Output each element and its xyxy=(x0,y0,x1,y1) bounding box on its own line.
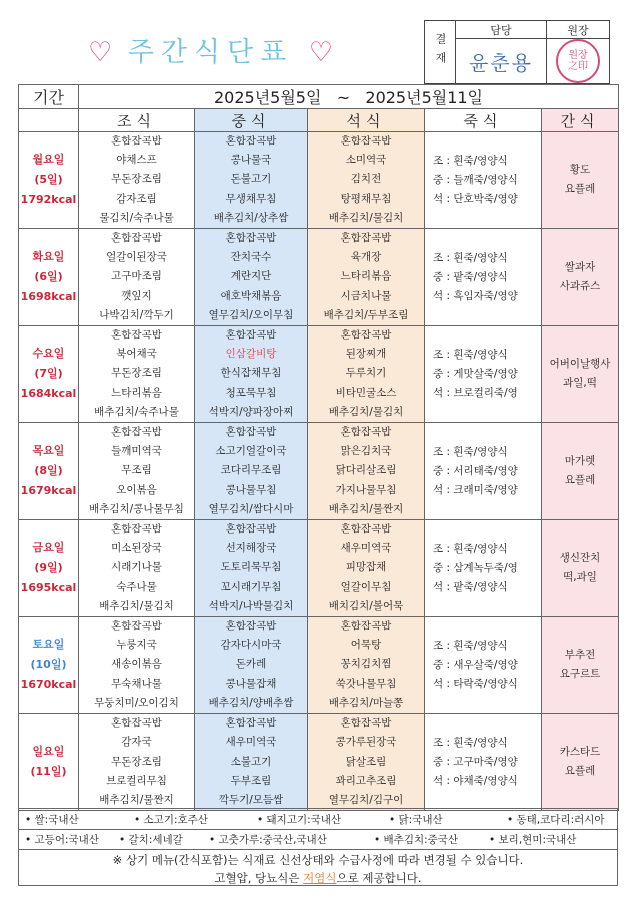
breakfast-item: 북어채국 xyxy=(116,348,157,361)
day-cell xyxy=(19,229,79,326)
approval-col-staff: 담당 xyxy=(456,21,547,39)
porridge-item: 석 : 크래미죽/영양 xyxy=(433,483,518,496)
lunch-item: 무생채무침 xyxy=(225,192,277,205)
approval-side-label: 결재 xyxy=(425,21,456,84)
lunch-item: 열무김치/오이무침 xyxy=(208,308,294,321)
lunch-item: 청포묵무침 xyxy=(225,386,277,399)
day-kcal: 1670kcal xyxy=(20,678,77,692)
origin-item: • 닭:국내산 xyxy=(389,814,443,826)
day-kcal: 1695kcal xyxy=(20,581,77,595)
lunch-cell xyxy=(195,132,308,229)
lunch-cell xyxy=(195,423,308,520)
lunch-item: 혼합잡곡밥 xyxy=(225,717,277,730)
breakfast-cell xyxy=(79,132,195,229)
lunch-cell xyxy=(195,229,308,326)
breakfast-item: 배추김치/콩나물무침 xyxy=(89,502,184,515)
porridge-item: 조 : 흰죽/영양식 xyxy=(433,251,508,264)
breakfast-item: 혼합잡곡밥 xyxy=(111,232,162,245)
lunch-item: 석박지/양파장아찌 xyxy=(208,405,294,418)
lunch-item: 혼합잡곡밥 xyxy=(225,620,277,633)
dinner-cell xyxy=(308,229,425,326)
day-row xyxy=(19,229,619,326)
origin-item: • 소고기:호주산 xyxy=(134,814,208,826)
origin-item: • 갈치:세네갈 xyxy=(119,834,183,846)
day-date: (10일) xyxy=(30,658,67,672)
dinner-cell xyxy=(308,326,425,423)
lunch-item: 애호박채볶음 xyxy=(220,289,282,302)
porridge-item: 석 : 단호박죽/영양 xyxy=(433,192,518,205)
porridge-item: 조 : 흰죽/영양식 xyxy=(433,445,508,458)
lunch-item: 콩나물국 xyxy=(230,154,272,167)
breakfast-item: 배추김치/물짠지 xyxy=(99,793,174,806)
dinner-item: 혼합잡곡밥 xyxy=(340,426,392,439)
breakfast-item: 얼갈이된장국 xyxy=(106,251,167,264)
breakfast-item: 무둥치미/오이김치 xyxy=(94,696,179,709)
dinner-item: 된장찌개 xyxy=(345,348,387,361)
lunch-item: 콩나물잡채 xyxy=(225,677,277,690)
breakfast-item: 새송이볶음 xyxy=(111,658,162,671)
day-name: 토요일 xyxy=(32,638,65,652)
day-name: 화요일 xyxy=(32,250,65,264)
dinner-cell xyxy=(308,714,425,811)
lunch-item: 코다리무조림 xyxy=(220,464,282,477)
lunch-item: 석박지/나박물김치 xyxy=(208,599,294,612)
lunch-item: 혼합잡곡밥 xyxy=(225,232,277,245)
day-kcal: 1698kcal xyxy=(20,290,77,304)
breakfast-item: 숙주나물 xyxy=(116,580,157,593)
snack-cell xyxy=(542,617,619,714)
day-row xyxy=(19,714,619,811)
breakfast-item: 혼합잡곡밥 xyxy=(111,717,162,730)
porridge-item: 조 : 흰죽/영양식 xyxy=(433,348,508,361)
porridge-item: 석 : 팥죽/영양식 xyxy=(433,580,508,593)
breakfast-item: 혼합잡곡밥 xyxy=(111,620,162,633)
lunch-item: 혼합잡곡밥 xyxy=(225,135,277,147)
porridge-cell xyxy=(425,520,542,617)
dinner-item: 시금치나물 xyxy=(340,289,392,302)
porridge-item: 중 : 서리태죽/영양 xyxy=(433,464,518,477)
porridge-item: 조 : 흰죽/영양식 xyxy=(433,154,508,167)
header-breakfast: 조식 xyxy=(79,109,195,132)
porridge-item: 석 : 흑임자죽/영양 xyxy=(433,289,518,302)
porridge-item: 중 : 들깨죽/영양식 xyxy=(433,173,518,186)
dinner-item: 두루치기 xyxy=(345,367,387,380)
porridge-item: 석 : 타락죽/영양식 xyxy=(433,677,518,690)
dinner-item: 새우미역국 xyxy=(340,542,392,555)
page-title xyxy=(88,30,333,69)
notice-change: ※ 상기 메뉴(간식포함)는 식재료 신선상태와 수급사정에 따라 변경될 수 있습니다. xyxy=(112,853,524,867)
day-name: 목요일 xyxy=(32,444,65,458)
snack-cell xyxy=(542,326,619,423)
lunch-cell xyxy=(195,326,308,423)
heart-icon: ♡ xyxy=(88,37,113,68)
dinner-item: 꽁치김치찜 xyxy=(340,658,392,671)
lunch-item: 소불고기 xyxy=(230,755,272,768)
day-kcal: 1684kcal xyxy=(20,387,77,401)
breakfast-item: 느타리볶음 xyxy=(111,386,162,399)
day-row xyxy=(19,423,619,520)
dinner-item: 배치김치/볼어묵 xyxy=(328,599,404,612)
dinner-item: 소미역국 xyxy=(345,154,387,167)
breakfast-cell xyxy=(79,229,195,326)
day-date: (8일) xyxy=(34,464,63,478)
lunch-item: 계란지단 xyxy=(230,270,272,283)
breakfast-item: 시래기나물 xyxy=(111,561,162,574)
dinner-item: 꽈리고추조림 xyxy=(335,774,397,787)
breakfast-item: 미소된장국 xyxy=(111,542,162,555)
lunch-cell xyxy=(195,520,308,617)
dinner-item: 맑은김치국 xyxy=(340,445,392,458)
dinner-cell xyxy=(308,617,425,714)
breakfast-cell xyxy=(79,326,195,423)
day-cell xyxy=(19,714,79,811)
dinner-item: 혼합잡곡밥 xyxy=(340,620,392,633)
dinner-item: 배추김치/물김치 xyxy=(328,405,404,418)
day-date: (7일) xyxy=(34,367,63,381)
lunch-item: 배추김치/상추쌈 xyxy=(213,211,289,224)
day-date: (9일) xyxy=(34,561,63,575)
dinner-item: 배추김치/물짠지 xyxy=(328,502,404,515)
porridge-item: 석 : 브로컬리죽/영 xyxy=(433,386,518,399)
snack-cell xyxy=(542,132,619,229)
day-cell xyxy=(19,617,79,714)
snack-item: 요플레 xyxy=(564,474,596,487)
breakfast-item: 배추김치/물김치 xyxy=(99,599,174,612)
dinner-item: 가지나물무침 xyxy=(335,483,397,496)
lunch-item: 소고기얼갈이국 xyxy=(215,445,287,458)
dinner-cell xyxy=(308,520,425,617)
lunch-item: 돈카레 xyxy=(235,658,267,671)
day-row xyxy=(19,617,619,714)
porridge-cell xyxy=(425,132,542,229)
approval-col-director: 원장 xyxy=(546,21,609,39)
lunch-item: 감자다시마국 xyxy=(220,639,282,652)
breakfast-item: 감자조림 xyxy=(116,192,157,205)
day-date: (11일) xyxy=(30,765,67,779)
day-cell xyxy=(19,132,79,229)
day-date: (5일) xyxy=(34,173,63,186)
header-dinner: 석식 xyxy=(308,109,425,132)
origin-item: • 돼지고기:국내산 xyxy=(257,814,342,826)
breakfast-item: 혼합잡곡밥 xyxy=(111,329,162,342)
approval-box xyxy=(424,20,610,84)
header-lunch: 중식 xyxy=(195,109,308,132)
dinner-item: 김치전 xyxy=(350,173,382,186)
porridge-cell xyxy=(425,423,542,520)
dinner-item: 혼합잡곡밥 xyxy=(340,523,392,536)
snack-item: 황도 xyxy=(569,163,591,176)
breakfast-cell xyxy=(79,520,195,617)
dinner-item: 열무김치/김구이 xyxy=(328,793,404,806)
day-kcal: 1679kcal xyxy=(20,484,77,498)
breakfast-item: 감자국 xyxy=(121,736,152,749)
lunch-item: 혼합잡곡밥 xyxy=(225,523,277,536)
snack-item: 떡,과일 xyxy=(563,571,597,584)
snack-item: 요플레 xyxy=(564,765,596,778)
director-seal: 원장 之印 xyxy=(556,39,600,83)
lunch-item: 잔치국수 xyxy=(230,251,272,264)
lunch-item: 혼합잡곡밥 xyxy=(225,329,277,342)
snack-cell xyxy=(542,423,619,520)
snack-item: 부추전 xyxy=(564,648,596,661)
lunch-item: 인삼갈비탕 xyxy=(225,348,277,361)
menu-table xyxy=(18,84,619,811)
dinner-cell xyxy=(308,423,425,520)
lunch-cell xyxy=(195,617,308,714)
day-name: 수요일 xyxy=(32,347,65,361)
origin-item: • 고춧가루:중국산,국내산 xyxy=(209,834,327,846)
day-name: 월요일 xyxy=(32,153,65,166)
origin-item: • 배추김치:중국산 xyxy=(374,834,459,846)
snack-item: 쌀과자 xyxy=(564,260,596,273)
dinner-item: 육개장 xyxy=(350,251,382,264)
snack-item: 어버이날행사 xyxy=(549,357,611,370)
lunch-item: 한식잡채무침 xyxy=(220,367,282,380)
snack-item: 요구르트 xyxy=(559,668,601,681)
snack-cell xyxy=(542,229,619,326)
period-label: 기간 xyxy=(19,85,79,109)
origin-item: • 동태,코다리:러시아 xyxy=(507,814,605,826)
notice-diet: 고혈압, 당뇨식은 저염식으로 제공합니다. xyxy=(214,871,422,885)
dinner-cell xyxy=(308,132,425,229)
title-text: 주간식단표 xyxy=(127,37,294,68)
breakfast-cell xyxy=(79,714,195,811)
staff-signature: 윤춘용 xyxy=(469,50,533,75)
day-row xyxy=(19,132,619,229)
breakfast-item: 배추김치/숙주나물 xyxy=(94,405,179,418)
breakfast-item: 들깨미역국 xyxy=(111,445,162,458)
day-row xyxy=(19,520,619,617)
porridge-item: 석 : 야채죽/영양식 xyxy=(433,774,518,787)
lunch-item: 배추김치/양배추쌈 xyxy=(208,696,294,709)
day-name: 금요일 xyxy=(32,541,65,555)
snack-item: 과일,떡 xyxy=(563,377,597,390)
porridge-item: 조 : 흰죽/영양식 xyxy=(433,736,508,749)
dinner-item: 콩가루된장국 xyxy=(335,736,397,749)
porridge-cell xyxy=(425,714,542,811)
porridge-item: 중 : 팥죽/영양식 xyxy=(433,270,508,283)
day-date: (6일) xyxy=(34,270,63,284)
snack-item: 요플레 xyxy=(564,183,596,195)
dinner-item: 배추김치/마늘쫑 xyxy=(328,696,404,709)
dinner-item: 혼합잡곡밥 xyxy=(340,232,392,245)
porridge-item: 중 : 새우살죽/영양 xyxy=(433,658,518,671)
day-row xyxy=(19,326,619,423)
dinner-item: 혼합잡곡밥 xyxy=(340,717,392,730)
dinner-item: 닭살조림 xyxy=(345,755,387,768)
breakfast-cell xyxy=(79,423,195,520)
dinner-item: 쑥갓나물무침 xyxy=(335,677,397,690)
porridge-cell xyxy=(425,229,542,326)
snack-item: 마가렛 xyxy=(564,454,596,467)
breakfast-item: 야채스프 xyxy=(116,154,157,167)
breakfast-item: 오이볶음 xyxy=(116,483,157,496)
dinner-item: 피망잡채 xyxy=(345,561,387,574)
snack-cell xyxy=(542,714,619,811)
breakfast-item: 나박김치/깍두기 xyxy=(99,308,174,321)
day-cell xyxy=(19,423,79,520)
origin-item: • 쌀:국내산 xyxy=(25,814,79,826)
origin-item: • 보리,현미:국내산 xyxy=(489,834,577,846)
breakfast-item: 무조림 xyxy=(121,464,152,477)
breakfast-item: 물김치/숙주나물 xyxy=(99,211,174,224)
lunch-item: 선지해장국 xyxy=(225,542,277,555)
dinner-item: 비타민굴소스 xyxy=(335,386,397,399)
breakfast-item: 혼합잡곡밥 xyxy=(111,426,162,439)
breakfast-item: 무돈장조림 xyxy=(111,367,162,380)
dinner-item: 얼갈이무침 xyxy=(340,580,392,593)
lunch-item: 꼬시래기무침 xyxy=(220,580,282,593)
breakfast-item: 누룽지국 xyxy=(116,639,157,652)
snack-item: 생신잔치 xyxy=(559,551,601,564)
lunch-item: 두부조림 xyxy=(230,774,272,787)
breakfast-item: 깻잎지 xyxy=(121,289,152,302)
porridge-cell xyxy=(425,326,542,423)
lunch-item: 깍두기/모듬쌈 xyxy=(218,793,284,806)
header-snack: 간식 xyxy=(542,109,619,132)
dinner-item: 배추김치/두부조림 xyxy=(323,308,409,321)
lunch-item: 혼합잡곡밥 xyxy=(225,426,277,439)
footer-box xyxy=(18,808,618,886)
porridge-cell xyxy=(425,617,542,714)
day-name: 일요일 xyxy=(32,745,65,759)
dinner-item: 배추김치/물김치 xyxy=(328,211,404,224)
dinner-item: 닭다리살조림 xyxy=(335,464,397,477)
lunch-item: 콩나물무침 xyxy=(225,483,277,496)
dinner-item: 탕평채무침 xyxy=(340,192,392,205)
breakfast-item: 혼합잡곡밥 xyxy=(111,135,162,147)
porridge-item: 조 : 흰죽/영양식 xyxy=(433,639,508,652)
dinner-item: 느타리볶음 xyxy=(340,270,392,283)
porridge-item: 중 : 게맛살죽/영양 xyxy=(433,367,518,380)
heart-icon: ♡ xyxy=(308,37,334,68)
lunch-item: 도토리묵무침 xyxy=(220,561,282,574)
dinner-item: 혼합잡곡밥 xyxy=(340,329,392,342)
dinner-item: 혼합잡곡밥 xyxy=(340,135,392,147)
snack-cell xyxy=(542,520,619,617)
day-cell xyxy=(19,520,79,617)
breakfast-cell xyxy=(79,617,195,714)
snack-item: 카스타드 xyxy=(559,745,601,758)
dinner-item: 어묵탕 xyxy=(350,639,382,652)
porridge-item: 중 : 삼계녹두죽/영 xyxy=(433,561,518,574)
breakfast-item: 고구마조림 xyxy=(111,270,162,283)
breakfast-item: 무돈장조림 xyxy=(111,173,162,186)
lunch-item: 돈불고기 xyxy=(230,173,272,186)
breakfast-item: 혼합잡곡밥 xyxy=(111,523,162,536)
breakfast-item: 무돈장조림 xyxy=(111,755,162,768)
lunch-item: 열무김치/쌈다시마 xyxy=(208,502,294,515)
day-cell xyxy=(19,326,79,423)
porridge-item: 중 : 고구마죽/영양 xyxy=(433,755,518,768)
period-range: 2025년5월5일 ~ 2025년5월11일 xyxy=(79,85,619,109)
header-porridge: 죽식 xyxy=(425,109,542,132)
day-kcal: 1792kcal xyxy=(20,193,77,206)
lunch-item: 새우미역국 xyxy=(225,736,277,749)
low-salt-highlight: 저염식 xyxy=(303,871,337,885)
origin-item: • 고등어:국내산 xyxy=(25,834,99,846)
snack-item: 사과쥬스 xyxy=(559,280,601,293)
porridge-item: 조 : 흰죽/영양식 xyxy=(433,542,508,555)
breakfast-item: 무숙채나물 xyxy=(111,677,162,690)
lunch-cell xyxy=(195,714,308,811)
breakfast-item: 브로컬리무침 xyxy=(106,774,167,787)
